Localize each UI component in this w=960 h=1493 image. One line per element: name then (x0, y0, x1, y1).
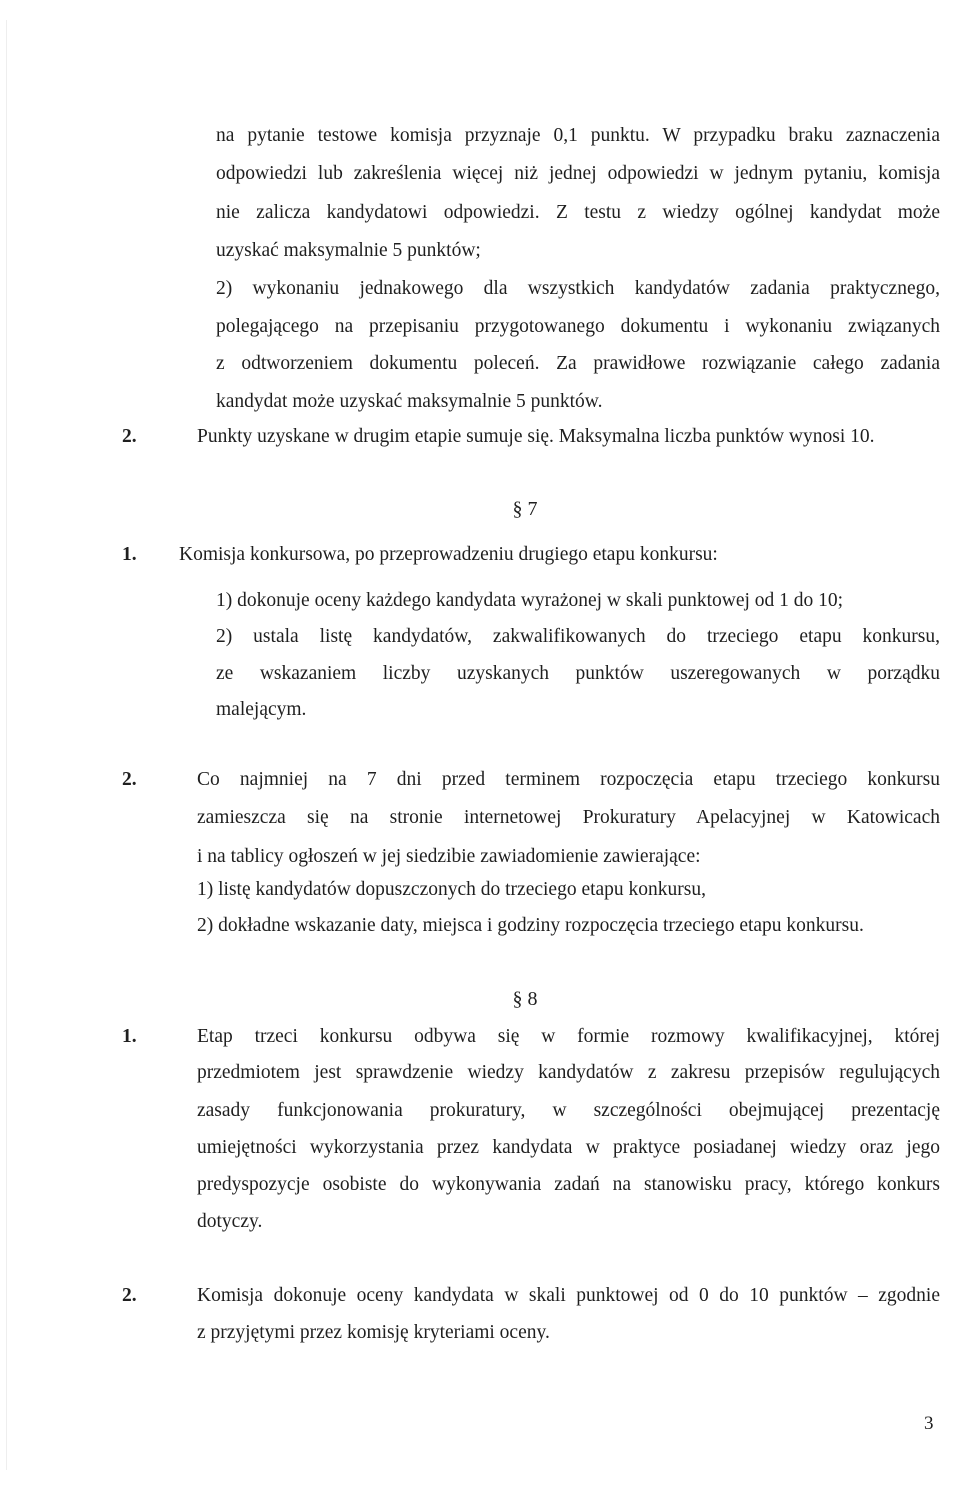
text-line: malejącym. (216, 699, 307, 720)
text-line: z przyjętymi przez komisję kryteriami oceny. (197, 1322, 550, 1343)
paragraph-number: 2. (122, 426, 137, 447)
text-line: i na tablicy ogłoszeń w jej siedzibie zawiadomienie zawierające: (197, 846, 701, 867)
text-line: zamieszcza się na stronie internetowej Prokuratury Apelacyjnej w Katowicach (197, 807, 940, 828)
text-line: zasady funkcjonowania prokuratury, w szczególności obejmującej prezentację (197, 1100, 940, 1121)
text-line: ze wskazaniem liczby uzyskanych punktów uszeregowanych w porządku (216, 663, 940, 684)
text-line: Etap trzeci konkursu odbywa się w formie rozmowy kwalifikacyjnej, której (197, 1026, 940, 1047)
list-item: 1) listę kandydatów dopuszczonych do trzeciego etapu konkursu, (197, 879, 707, 900)
text-line: na pytanie testowe komisja przyznaje 0,1 punktu. W przypadku braku zaznaczenia (216, 125, 940, 146)
paragraph-number: 2. (122, 769, 137, 790)
list-item: 1) dokonuje oceny każdego kandydata wyrażonej w skali punktowej od 1 do 10; (216, 590, 844, 611)
text-line: Punkty uzyskane w drugim etapie sumuje się. Maksymalna liczba punktów wynosi 10. (197, 426, 875, 447)
text-line: umiejętności wykorzystania przez kandydata w praktyce posiadanej wiedzy oraz jego (197, 1137, 940, 1158)
text-line: polegającego na przepisaniu przygotowanego dokumentu i wykonaniu związanych (216, 316, 940, 337)
paragraph-number: 2. (122, 1285, 137, 1306)
text-line: kandydat może uzyskać maksymalnie 5 punktów. (216, 391, 603, 412)
list-item: 2) dokładne wskazanie daty, miejsca i godziny rozpoczęcia trzeciego etapu konkursu. (197, 915, 864, 936)
text-line: nie zalicza kandydatowi odpowiedzi. Z testu z wiedzy ogólnej kandydat może (216, 202, 940, 223)
paragraph-number: 1. (122, 544, 137, 565)
page-number: 3 (924, 1413, 934, 1434)
text-line: z odtworzeniem dokumentu poleceń. Za prawidłowe rozwiązanie całego zadania (216, 353, 940, 374)
text-line: odpowiedzi lub zakreślenia więcej niż jednej odpowiedzi w jednym pytaniu, komisja (216, 163, 940, 184)
list-item: 2) wykonaniu jednakowego dla wszystkich kandydatów zadania praktycznego, (216, 278, 940, 299)
text-line: predyspozycje osobiste do wykonywania zadań na stanowisku pracy, którego konkurs (197, 1174, 940, 1195)
text-line: Komisja konkursowa, po przeprowadzeniu drugiego etapu konkursu: (179, 544, 718, 565)
section-heading: § 7 (512, 498, 538, 520)
text-line: dotyczy. (197, 1211, 263, 1232)
text-line: uzyskać maksymalnie 5 punktów; (216, 240, 481, 261)
section-heading: § 8 (512, 988, 538, 1010)
text-line: Co najmniej na 7 dni przed terminem rozpoczęcia etapu trzeciego konkursu (197, 769, 940, 790)
text-line: Komisja dokonuje oceny kandydata w skali punktowej od 0 do 10 punktów – zgodnie (197, 1285, 940, 1306)
scan-edge (6, 20, 7, 1470)
paragraph-number: 1. (122, 1026, 137, 1047)
text-line: przedmiotem jest sprawdzenie wiedzy kandydatów z zakresu przepisów regulujących (197, 1062, 940, 1083)
list-item: 2) ustala listę kandydatów, zakwalifikowanych do trzeciego etapu konkursu, (216, 626, 940, 647)
